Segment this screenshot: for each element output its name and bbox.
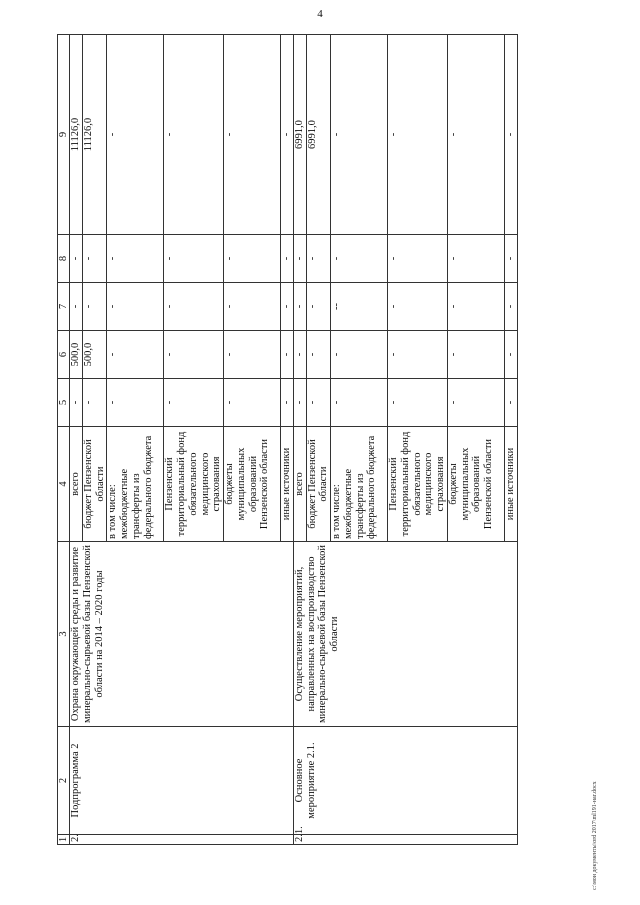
value-cell: - [504,379,517,427]
value-cell: - [306,283,331,331]
value-cell: - [164,35,224,235]
value-cell: 500,0 [82,331,107,379]
value-cell: - [70,379,83,427]
value-cell: - [164,283,224,331]
header-cell: 1 [58,835,70,845]
source-cell: в том числе: межбюджетные трансферты из федерального бюджета [331,427,388,542]
value-cell: - [293,283,306,331]
value-cell: - [164,235,224,283]
table-row [70,35,83,845]
value-cell: - [388,331,448,379]
value-cell: 11126,0 [70,35,83,235]
source-cell: бюджеты муниципальных образований Пензенской области [224,427,281,542]
value-cell: - [224,283,281,331]
value-cell: - [164,331,224,379]
value-cell: - [82,379,107,427]
value-cell: - [447,331,504,379]
value-cell: - [107,35,164,235]
value-cell: - [504,35,517,235]
value-cell: - [164,379,224,427]
value-cell: - [388,283,448,331]
source-cell: бюджет Пензенской области [82,427,107,542]
source-cell: в том числе: межбюджетные трансферты из федерального бюджета [107,427,164,542]
value-cell: - [331,331,388,379]
value-cell: - [388,235,448,283]
value-cell: - [224,35,281,235]
value-cell: 6991,0 [306,35,331,235]
value-cell: - [447,379,504,427]
row-number: 2. [70,835,294,845]
value-cell: - [447,235,504,283]
column-number-row [58,35,70,845]
value-cell: - [504,331,517,379]
value-cell: 500,0 [70,331,83,379]
value-cell: - [281,35,294,235]
program-title: Осуществление мероприятий, направленных на воспроизводство минерально-сырьевой базы Пензенской области [293,542,517,727]
program-title: Охрана окружающей среды и развитие минерально-сырьевой базы Пензенской области на 2014 – 2020 годы [70,542,294,727]
value-cell: - [224,379,281,427]
header-cell: 4 [58,427,70,542]
value-cell: 11126,0 [82,35,107,235]
value-cell: - [107,331,164,379]
value-cell: - [82,235,107,283]
source-cell: Пензенский территориальный фонд обязательного медицинского страхования [164,427,224,542]
value-cell: - [70,283,83,331]
value-cell: - [388,35,448,235]
source-cell: иные источники [281,427,294,542]
value-cell: - [293,235,306,283]
header-cell: 9 [58,35,70,235]
value-cell: - [281,283,294,331]
source-cell: Пензенский территориальный фонд обязательного медицинского страхования [388,427,448,542]
row-number: 2.1. [293,835,517,845]
header-cell: 2 [58,727,70,835]
source-cell: иные источники [504,427,517,542]
footer-file-path: c:\мои документы\ord 2017\ml191-наг.docx [592,781,598,890]
value-cell: - [388,379,448,427]
table-row [293,35,306,845]
budget-table [57,34,518,845]
value-cell: - [504,235,517,283]
source-cell: бюджет Пензенской области [306,427,331,542]
header-cell: 3 [58,542,70,727]
value-cell: - [281,331,294,379]
source-cell: бюджеты муниципальных образований Пензенской области [447,427,504,542]
value-cell: - [281,379,294,427]
header-cell: 5 [58,379,70,427]
value-cell: - [306,331,331,379]
value-cell: - [293,331,306,379]
value-cell: -- [331,283,388,331]
value-cell: - [504,283,517,331]
value-cell: - [331,235,388,283]
page-number: 4 [317,8,323,20]
value-cell: - [224,235,281,283]
value-cell: - [331,379,388,427]
value-cell: 6991,0 [293,35,306,235]
header-cell: 6 [58,331,70,379]
rotated-table-container [57,35,577,845]
header-cell: 8 [58,235,70,283]
value-cell: - [447,283,504,331]
header-cell: 7 [58,283,70,331]
program-name: Основное мероприятие 2.1. [293,727,517,835]
value-cell: - [306,379,331,427]
value-cell: - [107,283,164,331]
value-cell: - [447,35,504,235]
program-name: Подпрограмма 2 [70,727,294,835]
value-cell: - [331,35,388,235]
value-cell: - [281,235,294,283]
source-cell: всего [293,427,306,542]
value-cell: - [107,235,164,283]
value-cell: - [70,235,83,283]
value-cell: - [293,379,306,427]
value-cell: - [224,331,281,379]
value-cell: - [306,235,331,283]
value-cell: - [107,379,164,427]
value-cell: - [82,283,107,331]
source-cell: всего [70,427,83,542]
